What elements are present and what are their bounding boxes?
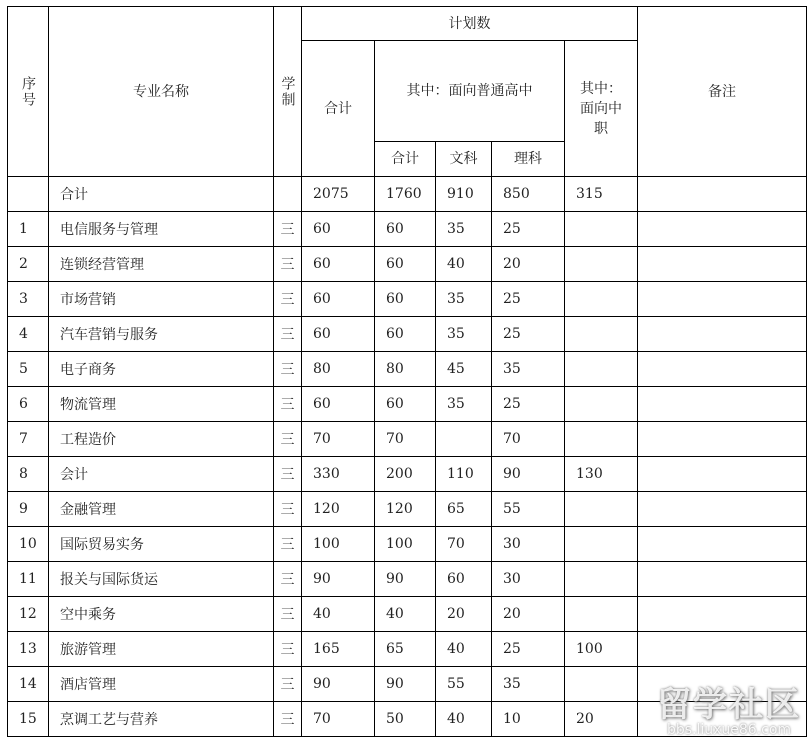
row-total: 330: [302, 457, 375, 492]
row-total: 60: [302, 212, 375, 247]
summary-total: 2075: [302, 177, 375, 212]
seq-header: 序号: [8, 7, 49, 177]
row-arts: 35: [436, 387, 492, 422]
row-major-name: 汽车营销与服务: [49, 317, 274, 352]
row-remarks: [638, 562, 807, 597]
row-science: 90: [492, 457, 565, 492]
summary-arts: 910: [436, 177, 492, 212]
row-years: 三: [274, 702, 302, 737]
general-highschool-header: 其中：面向普通高中: [375, 41, 565, 142]
row-major-name: 物流管理: [49, 387, 274, 422]
row-general-total: 70: [375, 422, 436, 457]
row-science: 70: [492, 422, 565, 457]
remarks-header: 备注: [638, 7, 807, 177]
row-years: 三: [274, 282, 302, 317]
row-years: 三: [274, 597, 302, 632]
row-general-total: 60: [375, 387, 436, 422]
row-remarks: [638, 212, 807, 247]
row-vocational: [565, 352, 638, 387]
table-row: [8, 247, 807, 282]
row-total: 70: [302, 422, 375, 457]
row-seq: 10: [8, 527, 49, 562]
row-arts: [436, 422, 492, 457]
row-remarks: [638, 352, 807, 387]
row-total: 120: [302, 492, 375, 527]
row-vocational: [565, 282, 638, 317]
row-total: 90: [302, 562, 375, 597]
table-row: [8, 422, 807, 457]
row-general-total: 65: [375, 632, 436, 667]
table-row: [8, 702, 807, 737]
row-seq: 7: [8, 422, 49, 457]
row-total: 80: [302, 352, 375, 387]
row-seq: 4: [8, 317, 49, 352]
row-seq: 6: [8, 387, 49, 422]
summary-science: 850: [492, 177, 565, 212]
row-general-total: 80: [375, 352, 436, 387]
major-header: 专业名称: [49, 7, 274, 177]
row-major-name: 市场营销: [49, 282, 274, 317]
row-seq: 5: [8, 352, 49, 387]
row-science: 20: [492, 597, 565, 632]
row-total: 60: [302, 282, 375, 317]
table-row: [8, 527, 807, 562]
row-major-name: 旅游管理: [49, 632, 274, 667]
row-remarks: [638, 457, 807, 492]
table-row: [8, 212, 807, 247]
row-science: 30: [492, 527, 565, 562]
row-vocational: [565, 562, 638, 597]
table-body: [8, 177, 807, 737]
row-arts: 40: [436, 632, 492, 667]
row-vocational: [565, 247, 638, 282]
table-row: [8, 632, 807, 667]
row-major-name: 金融管理: [49, 492, 274, 527]
row-total: 40: [302, 597, 375, 632]
summary-row: [8, 177, 807, 212]
row-years: 三: [274, 527, 302, 562]
row-vocational: [565, 317, 638, 352]
row-science: 25: [492, 632, 565, 667]
row-seq: 1: [8, 212, 49, 247]
watermark-logo-text: 留学社区: [657, 685, 801, 725]
row-science: 35: [492, 352, 565, 387]
row-vocational: [565, 422, 638, 457]
row-science: 25: [492, 212, 565, 247]
table-row: [8, 352, 807, 387]
row-years: 三: [274, 632, 302, 667]
row-major-name: 电信服务与管理: [49, 212, 274, 247]
row-remarks: [638, 387, 807, 422]
row-general-total: 60: [375, 282, 436, 317]
table-header: [8, 7, 807, 177]
row-general-total: 50: [375, 702, 436, 737]
row-seq: 9: [8, 492, 49, 527]
watermark-url: bbs.liuxue86.com: [666, 722, 792, 738]
row-total: 70: [302, 702, 375, 737]
row-remarks: [638, 702, 807, 737]
row-general-total: 90: [375, 667, 436, 702]
row-years: 三: [274, 387, 302, 422]
row-general-total: 60: [375, 212, 436, 247]
summary-seq: [8, 177, 49, 212]
row-total: 60: [302, 317, 375, 352]
row-major-name: 连锁经营管理: [49, 247, 274, 282]
row-arts: 110: [436, 457, 492, 492]
row-total: 165: [302, 632, 375, 667]
row-science: 10: [492, 702, 565, 737]
row-general-total: 40: [375, 597, 436, 632]
row-arts: 65: [436, 492, 492, 527]
row-arts: 40: [436, 247, 492, 282]
row-major-name: 报关与国际货运: [49, 562, 274, 597]
row-general-total: 200: [375, 457, 436, 492]
row-vocational: [565, 387, 638, 422]
table-row: [8, 457, 807, 492]
row-major-name: 空中乘务: [49, 597, 274, 632]
row-major-name: 国际贸易实务: [49, 527, 274, 562]
enrollment-plan-table: [7, 6, 807, 737]
row-remarks: [638, 632, 807, 667]
row-arts: 35: [436, 212, 492, 247]
row-remarks: [638, 422, 807, 457]
row-major-name: 电子商务: [49, 352, 274, 387]
row-seq: 11: [8, 562, 49, 597]
summary-years: [274, 177, 302, 212]
row-years: 三: [274, 492, 302, 527]
row-science: 20: [492, 247, 565, 282]
row-arts: 55: [436, 667, 492, 702]
row-science: 30: [492, 562, 565, 597]
table-row: [8, 667, 807, 702]
row-general-total: 60: [375, 317, 436, 352]
row-science: 25: [492, 282, 565, 317]
row-major-name: 酒店管理: [49, 667, 274, 702]
row-remarks: [638, 317, 807, 352]
row-seq: 3: [8, 282, 49, 317]
row-years: 三: [274, 562, 302, 597]
table-row: [8, 597, 807, 632]
row-years: 三: [274, 247, 302, 282]
row-major-name: 烹调工艺与营养: [49, 702, 274, 737]
row-vocational: [565, 527, 638, 562]
row-total: 60: [302, 247, 375, 282]
row-arts: 45: [436, 352, 492, 387]
table-row: [8, 492, 807, 527]
row-years: 三: [274, 317, 302, 352]
table-row: [8, 387, 807, 422]
row-total: 100: [302, 527, 375, 562]
total-header: 合计: [302, 41, 375, 177]
row-arts: 70: [436, 527, 492, 562]
row-seq: 12: [8, 597, 49, 632]
sub-total-header: 合计: [375, 142, 436, 177]
row-general-total: 120: [375, 492, 436, 527]
row-arts: 35: [436, 317, 492, 352]
arts-header: 文科: [436, 142, 492, 177]
row-years: 三: [274, 212, 302, 247]
table-row: [8, 562, 807, 597]
row-major-name: 工程造价: [49, 422, 274, 457]
row-vocational: [565, 667, 638, 702]
row-seq: 8: [8, 457, 49, 492]
summary-vocational: 315: [565, 177, 638, 212]
table-row: [8, 282, 807, 317]
plan-header: 计划数: [302, 7, 638, 41]
row-years: 三: [274, 457, 302, 492]
summary-label: 合计: [49, 177, 274, 212]
row-science: 25: [492, 387, 565, 422]
row-remarks: [638, 597, 807, 632]
row-remarks: [638, 282, 807, 317]
row-vocational: [565, 597, 638, 632]
row-arts: 20: [436, 597, 492, 632]
row-vocational: [565, 492, 638, 527]
row-general-total: 100: [375, 527, 436, 562]
row-total: 60: [302, 387, 375, 422]
row-general-total: 90: [375, 562, 436, 597]
row-years: 三: [274, 422, 302, 457]
row-arts: 60: [436, 562, 492, 597]
row-vocational: 100: [565, 632, 638, 667]
summary-remarks: [638, 177, 807, 212]
row-remarks: [638, 247, 807, 282]
row-seq: 15: [8, 702, 49, 737]
row-seq: 2: [8, 247, 49, 282]
summary-general-total: 1760: [375, 177, 436, 212]
row-science: 35: [492, 667, 565, 702]
row-major-name: 会计: [49, 457, 274, 492]
row-years: 三: [274, 352, 302, 387]
row-vocational: 20: [565, 702, 638, 737]
row-general-total: 60: [375, 247, 436, 282]
row-science: 55: [492, 492, 565, 527]
row-years: 三: [274, 667, 302, 702]
row-remarks: [638, 527, 807, 562]
row-arts: 35: [436, 282, 492, 317]
row-vocational: 130: [565, 457, 638, 492]
row-arts: 40: [436, 702, 492, 737]
years-header: 学制: [274, 7, 302, 177]
row-vocational: [565, 212, 638, 247]
row-seq: 14: [8, 667, 49, 702]
row-remarks: [638, 492, 807, 527]
vocational-header: 其中：面向中职: [565, 41, 638, 177]
row-science: 25: [492, 317, 565, 352]
row-seq: 13: [8, 632, 49, 667]
table-row: [8, 317, 807, 352]
science-header: 理科: [492, 142, 565, 177]
row-total: 90: [302, 667, 375, 702]
row-remarks: [638, 667, 807, 702]
